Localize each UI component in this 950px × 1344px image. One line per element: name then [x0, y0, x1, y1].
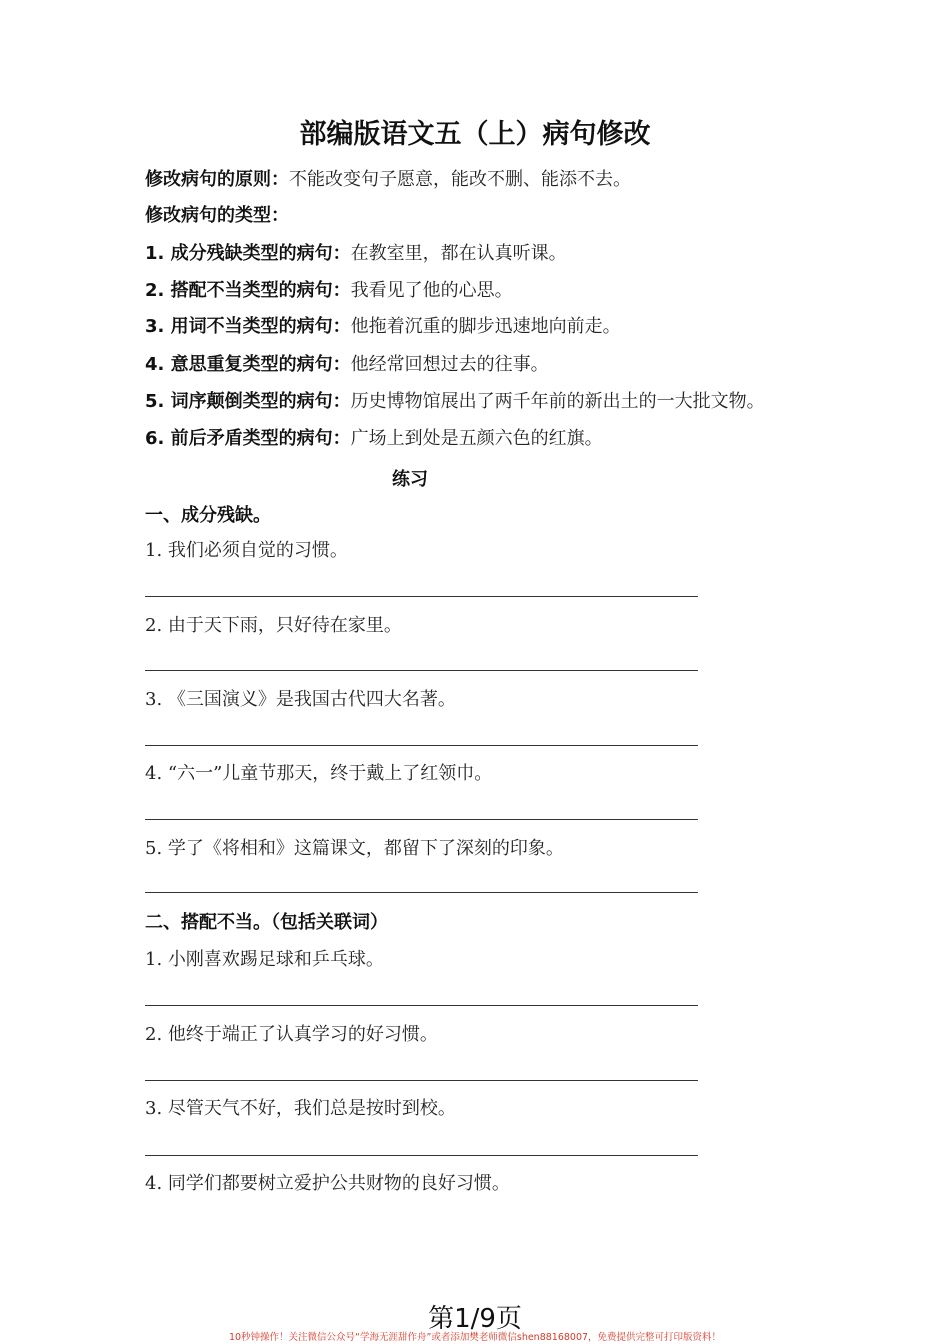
footer-promo-note: 10秒钟操作！关注微信公众号“学海无涯甜作舟”或者添加樊老师微信shen88168007，免费提供完整可打印版资料！ — [228, 1332, 722, 1343]
type-item-2 — [145, 279, 513, 303]
exercise-item: 1. 我们必须自觉的习惯。 — [145, 540, 348, 561]
type-example: 他经常回想过去的往事。 — [350, 354, 549, 375]
answer-line[interactable] — [145, 596, 698, 597]
type-example: 我看见了他的心思。 — [350, 280, 513, 301]
principle-text: 不能改变句子愿意，能改不删、能添不去。 — [289, 169, 631, 190]
type-label: 1. 成分残缺类型的病句： — [145, 243, 351, 264]
answer-line[interactable] — [145, 670, 698, 671]
type-label: 5. 词序颠倒类型的病句： — [145, 391, 351, 412]
principle-label: 修改病句的原则： — [145, 169, 289, 190]
type-item-6 — [145, 427, 603, 451]
type-example: 在教室里，都在认真听课。 — [350, 243, 567, 264]
exercise-item: 2. 他终于端正了认真学习的好习惯。 — [145, 1024, 438, 1045]
exercise-item: 4. 同学们都要树立爱护公共财物的良好习惯。 — [145, 1173, 510, 1194]
answer-line[interactable] — [145, 745, 698, 746]
page-number: 第1/9页 — [428, 1304, 522, 1334]
answer-line[interactable] — [145, 1080, 698, 1081]
exercise-item: 3. 尽管天气不好，我们总是按时到校。 — [145, 1098, 456, 1119]
practice-title: 练习 — [392, 469, 428, 490]
principle-line — [145, 168, 631, 192]
answer-line[interactable] — [145, 1155, 698, 1156]
type-label: 3. 用词不当类型的病句： — [145, 316, 351, 337]
exercise-item: 2. 由于天下雨，只好待在家里。 — [145, 615, 402, 636]
type-item-4 — [145, 353, 549, 377]
answer-line[interactable] — [145, 819, 698, 820]
exercise-item: 3. 《三国演义》是我国古代四大名著。 — [145, 689, 456, 710]
section1-heading: 一、成分残缺。 — [145, 505, 271, 526]
answer-line[interactable] — [145, 892, 698, 893]
section2-heading: 二、搭配不当。（包括关联词） — [145, 912, 388, 933]
type-item-1 — [145, 242, 567, 266]
type-example: 广场上到处是五颜六色的红旗。 — [350, 428, 603, 449]
exercise-item: 5. 学了《将相和》这篇课文，都留下了深刻的印象。 — [145, 838, 564, 859]
exercise-item: 1. 小刚喜欢踢足球和乒乓球。 — [145, 949, 384, 970]
type-example: 历史博物馆展出了两千年前的新出土的一大批文物。 — [350, 391, 765, 412]
type-example: 他拖着沉重的脚步迅速地向前走。 — [350, 316, 621, 337]
type-label: 6. 前后矛盾类型的病句： — [145, 428, 351, 449]
types-heading: 修改病句的类型： — [145, 205, 289, 226]
type-label: 2. 搭配不当类型的病句： — [145, 280, 351, 301]
page-title: 部编版语文五（上）病句修改 — [299, 119, 651, 150]
type-label: 4. 意思重复类型的病句： — [145, 354, 351, 375]
answer-line[interactable] — [145, 1005, 698, 1006]
exercise-item: 4. “六一”儿童节那天，终于戴上了红领巾。 — [145, 763, 493, 784]
type-item-5 — [145, 390, 765, 414]
type-item-3 — [145, 315, 621, 339]
